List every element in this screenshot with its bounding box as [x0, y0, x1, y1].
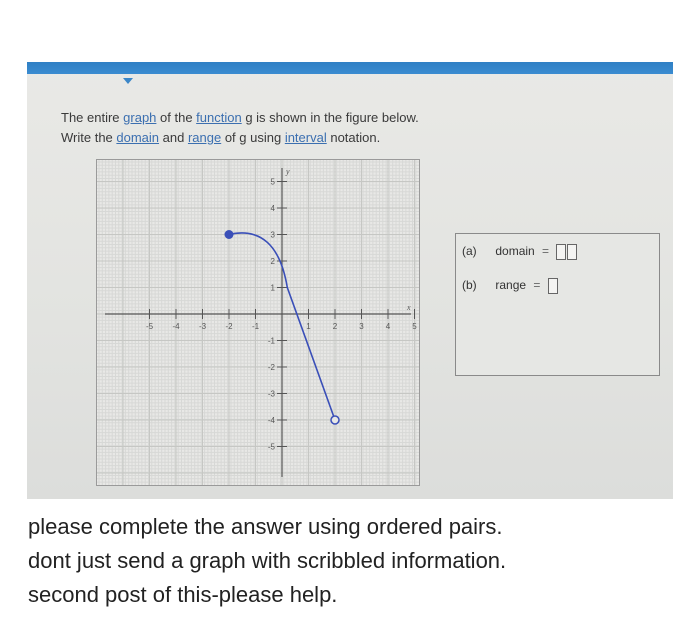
- x-tick-label: 1: [306, 322, 311, 331]
- domain-link[interactable]: domain: [116, 130, 160, 145]
- graph-canvas: [97, 160, 419, 485]
- x-tick-label: -4: [172, 322, 180, 331]
- y-tick-label: -4: [267, 416, 275, 425]
- post-text: [28, 510, 678, 612]
- x-tick-label: 2: [332, 322, 338, 331]
- instruction-line-2: Write the domain and range of g using interval notation.: [61, 130, 381, 145]
- x-axis-label: x: [407, 303, 411, 312]
- y-tick-label: -3: [267, 389, 275, 399]
- collapse-caret-icon[interactable]: [123, 78, 133, 84]
- top-accent-bar: [27, 62, 673, 74]
- y-tick-label: 1: [270, 283, 275, 293]
- domain-answer-input[interactable]: [556, 244, 566, 260]
- function-graph: [96, 159, 420, 486]
- y-tick-label: -2: [267, 363, 275, 372]
- range-link[interactable]: range: [187, 130, 222, 145]
- range-answer-input[interactable]: [548, 278, 558, 294]
- answer-panel: [455, 233, 660, 376]
- instruction-line-1: The entire graph of the function g is shown in the figure below.: [61, 110, 419, 125]
- problem-instructions: [61, 108, 419, 148]
- x-tick-label: -3: [198, 322, 207, 331]
- y-tick-label: -5: [267, 442, 275, 452]
- x-tick-label: 4: [385, 322, 391, 331]
- y-tick-label: 2: [270, 257, 275, 266]
- interval-link[interactable]: interval: [284, 130, 327, 145]
- start-point-closed: [225, 231, 233, 239]
- function-link[interactable]: function: [196, 110, 242, 125]
- domain-part-label: (a): [462, 244, 477, 259]
- y-tick-label: -1: [267, 336, 275, 346]
- x-tick-label: 3: [359, 322, 364, 331]
- range-label: range: [495, 278, 527, 293]
- post-text-line-1: please complete the answer using ordered pairs.: [28, 514, 503, 539]
- graph-link[interactable]: graph: [123, 110, 157, 125]
- y-tick-label: 5: [270, 177, 275, 187]
- range-answer-row: [462, 278, 558, 294]
- post-text-line-3: second post of this-please help.: [28, 582, 338, 607]
- domain-equals: =: [542, 244, 550, 259]
- y-tick-label: 4: [270, 204, 275, 213]
- end-point-open: [331, 416, 339, 424]
- y-tick-label: 3: [270, 230, 275, 240]
- range-part-label: (b): [462, 278, 477, 293]
- x-tick-label: -5: [145, 322, 154, 331]
- y-axis-label: y: [286, 167, 290, 176]
- x-tick-label: -1: [251, 322, 260, 331]
- x-tick-label: -2: [225, 322, 233, 331]
- domain-answer-row: [462, 244, 577, 260]
- range-equals: =: [533, 278, 541, 293]
- x-tick-label: 5: [412, 322, 417, 331]
- post-text-line-2: dont just send a graph with scribbled information.: [28, 548, 507, 573]
- domain-label: domain: [495, 244, 535, 259]
- domain-answer-input-2[interactable]: [567, 244, 577, 260]
- screenshot-photo: [27, 62, 673, 499]
